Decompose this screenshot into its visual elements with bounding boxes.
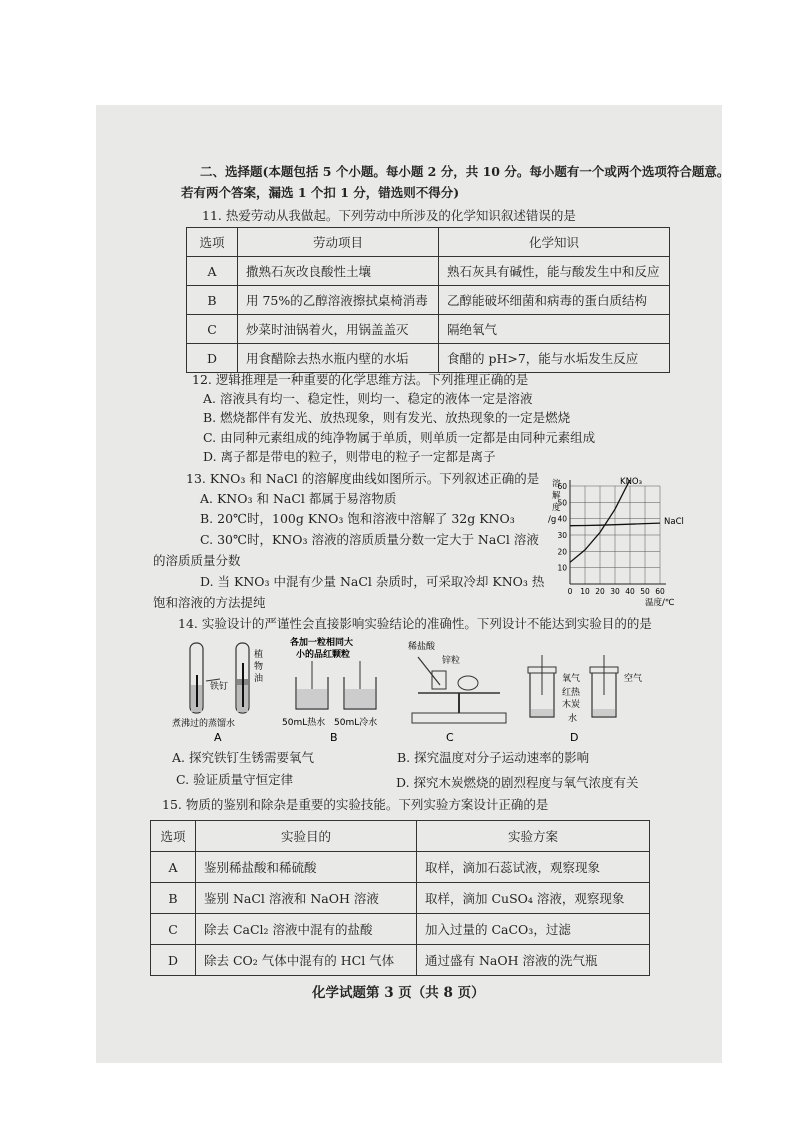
- table-cell: D: [151, 945, 196, 976]
- table-cell: A: [151, 852, 196, 883]
- q14-option-c: C. 验证质量守恒定律: [176, 772, 294, 787]
- q14-option-a: A. 探究铁钉生锈需要氧气: [172, 750, 314, 765]
- table-row: [187, 286, 670, 315]
- table-row: [151, 852, 650, 883]
- table-cell: 除去 CO₂ 气体中混有的 HCl 气体: [196, 945, 417, 976]
- label-oil-1: 植: [254, 650, 264, 660]
- table-cell: 乙醇能破坏细菌和病毒的蛋白质结构: [439, 286, 670, 315]
- q13-option-d: D. 当 KNO₃ 中混有少量 NaCl 杂质时，可采取冷却 KNO₃ 热: [200, 574, 545, 589]
- q15-table: [150, 820, 650, 976]
- label-oxygen: 氧气: [562, 674, 581, 684]
- table-cell: 鉴别稀盐酸和稀硫酸: [196, 852, 417, 883]
- table-header: 劳动项目: [238, 228, 439, 257]
- table-cell: 食醋的 pH>7，能与水垢发生反应: [439, 344, 670, 373]
- y-tick-label: 10: [557, 563, 567, 573]
- table-row: [151, 914, 650, 945]
- label-oil-3: 油: [254, 674, 264, 684]
- table-row: [151, 945, 650, 976]
- section-note: 若有两个答案，漏选 1 个扣 1 分，错选则不得分): [181, 185, 460, 200]
- table-header-row: [187, 228, 670, 257]
- label-nail: 铁钉: [210, 682, 229, 692]
- cold-water-fill: [345, 689, 375, 708]
- label-charcoal: 木炭: [562, 700, 581, 710]
- table-cell: 鉴别 NaCl 溶液和 NaOH 溶液: [196, 883, 417, 914]
- y-tick-label: 30: [557, 531, 567, 540]
- q12-option-a: A. 溶液具有均一、稳定性，则均一、稳定的液体一定是溶液: [203, 391, 533, 406]
- q12-stem: 12. 逻辑推理是一种重要的化学思维方法。下列推理正确的是: [192, 372, 529, 387]
- y-axis-label-1: 溶: [552, 479, 561, 489]
- y-tick-label: 20: [557, 547, 567, 557]
- label-dilute-hcl: 稀盐酸: [408, 642, 436, 652]
- q11-table: [186, 227, 670, 373]
- x-axis-label: 温度/℃: [645, 598, 675, 608]
- q14-figures: [150, 633, 670, 751]
- label-boiled-water: 煮沸过的蒸馏水: [172, 719, 236, 729]
- chart-grid: [570, 486, 660, 584]
- chart-axes: [570, 480, 666, 584]
- table-cell: 用食醋除去热水瓶内壁的水垢: [238, 344, 439, 373]
- x-tick-label: 10: [580, 587, 590, 596]
- figure-label-a: A: [214, 731, 222, 744]
- figure-d: [528, 655, 642, 744]
- water-fill: [531, 709, 553, 716]
- section-title: 二、选择题(本题包括 5 个小题。每小题 2 分，共 10 分。每小题有一个或两个选项符合题意。: [200, 164, 730, 179]
- table-cell: 熟石灰具有碱性，能与酸发生中和反应: [439, 257, 670, 286]
- table-row: [187, 344, 670, 373]
- y-axis-label-4: /g: [548, 515, 557, 525]
- q15-stem: 15. 物质的鉴别和除杂是重要的实验技能。下列实验方案设计正确的是: [162, 797, 549, 812]
- table-cell: 取样，滴加 CuSO₄ 溶液，观察现象: [417, 883, 650, 914]
- q11-stem: 11. 热爱劳动从我做起。下列劳动中所涉及的化学知识叙述错误的是: [202, 208, 576, 223]
- label-zinc: 锌粒: [442, 656, 461, 666]
- table-cell: 撒熟石灰改良酸性土壤: [238, 257, 439, 286]
- label-oil-2: 物: [254, 662, 264, 672]
- y-axis-label-3: 度: [552, 503, 561, 513]
- page-footer: 化学试题第 3 页（共 8 页）: [312, 985, 485, 1001]
- table-cell: D: [187, 344, 238, 373]
- q14-option-d: D. 探究木炭燃烧的剧烈程度与氧气浓度有关: [396, 775, 639, 790]
- figure-label-c: C: [446, 731, 454, 744]
- table-cell: 取样，滴加石蕊试液，观察现象: [417, 852, 650, 883]
- x-tick-label: 20: [595, 587, 605, 596]
- table-cell: C: [187, 315, 238, 344]
- weight-icon: [458, 676, 478, 690]
- table-header: 选项: [187, 228, 238, 257]
- table-header: 实验方案: [417, 821, 650, 852]
- figure-b: [282, 636, 377, 744]
- solubility-chart: [540, 472, 690, 612]
- hot-water-fill: [297, 689, 327, 708]
- label-hot-water: 50mL热水: [282, 718, 326, 728]
- table-cell: 炒菜时油锅着火，用锅盖盖灭: [238, 315, 439, 344]
- water-fill: [593, 709, 615, 716]
- label-air: 空气: [624, 674, 643, 684]
- table-cell: 通过盛有 NaOH 溶液的洗气瓶: [417, 945, 650, 976]
- label-leader: [206, 679, 220, 681]
- figure-label-b: B: [330, 731, 338, 744]
- label-water: 水: [568, 714, 578, 724]
- table-cell: A: [187, 257, 238, 286]
- y-tick-label: 50: [557, 498, 567, 508]
- label-b-note-2: 小的品红颗粒: [296, 650, 351, 660]
- q13-option-c: C. 30℃时，KNO₃ 溶液的溶质质量分数一定大于 NaCl 溶液: [200, 532, 539, 547]
- table-row: [187, 257, 670, 286]
- q12-option-b: B. 燃烧都伴有发光、放热现象，则有发光、放热现象的一定是燃烧: [203, 410, 571, 425]
- y-axis-label-2: 解: [552, 491, 561, 501]
- q12-option-c: C. 由同种元素组成的纯净物属于单质，则单质一定都是由同种元素组成: [203, 430, 596, 445]
- y-tick-label: 40: [557, 514, 567, 524]
- q13-option-c-cont: 的溶质质量分数: [153, 553, 241, 568]
- x-tick-label: 60: [655, 587, 665, 596]
- x-tick-label: 30: [610, 587, 620, 596]
- label-cold-water: 50mL冷水: [334, 718, 378, 728]
- figure-c: [408, 640, 506, 744]
- table-cell: B: [151, 883, 196, 914]
- q13-option-d-cont: 饱和溶液的方法提纯: [153, 595, 266, 610]
- balance-base: [412, 713, 506, 723]
- figure-label-d: D: [570, 731, 579, 744]
- q14-stem: 14. 实验设计的严谨性会直接影响实验结论的准确性。下列设计不能达到实验目的的是: [178, 616, 652, 631]
- x-tick-label: 0: [567, 587, 573, 596]
- table-cell: 加入过量的 CaCO₃，过滤: [417, 914, 650, 945]
- q13-stem: 13. KNO₃ 和 NaCl 的溶解度曲线如图所示。下列叙述正确的是: [186, 471, 540, 486]
- series-label-nacl: NaCl: [664, 517, 684, 527]
- flask-icon: [432, 671, 446, 689]
- chart-ticks: [557, 482, 665, 596]
- q13-option-a: A. KNO₃ 和 NaCl 都属于易溶物质: [200, 491, 397, 506]
- table-cell: 除去 CaCl₂ 溶液中混有的盐酸: [196, 914, 417, 945]
- table-cell: 用 75%的乙醇溶液擦拭桌椅消毒: [238, 286, 439, 315]
- table-header: 选项: [151, 821, 196, 852]
- q13-option-b: B. 20℃时，100g KNO₃ 饱和溶液中溶解了 32g KNO₃: [200, 511, 515, 526]
- series-label-kno3: KNO₃: [620, 477, 643, 487]
- table-row: [187, 315, 670, 344]
- table-row: [151, 883, 650, 914]
- q12-option-d: D. 离子都是带电的粒子，则带电的粒子一定都是离子: [203, 449, 496, 464]
- x-tick-label: 40: [625, 587, 635, 596]
- table-header-row: [151, 821, 650, 852]
- table-cell: 隔绝氧气: [439, 315, 670, 344]
- label-b-note-1: 各加一粒相同大: [290, 638, 354, 648]
- label-red-hot: 红热: [562, 688, 581, 698]
- table-header: 实验目的: [196, 821, 417, 852]
- table-cell: C: [151, 914, 196, 945]
- table-cell: B: [187, 286, 238, 315]
- q14-option-b: B. 探究温度对分子运动速率的影响: [397, 750, 590, 765]
- y-tick-label: 60: [557, 482, 567, 491]
- x-tick-label: 50: [640, 587, 650, 596]
- table-header: 化学知识: [439, 228, 670, 257]
- figure-a: [172, 643, 263, 744]
